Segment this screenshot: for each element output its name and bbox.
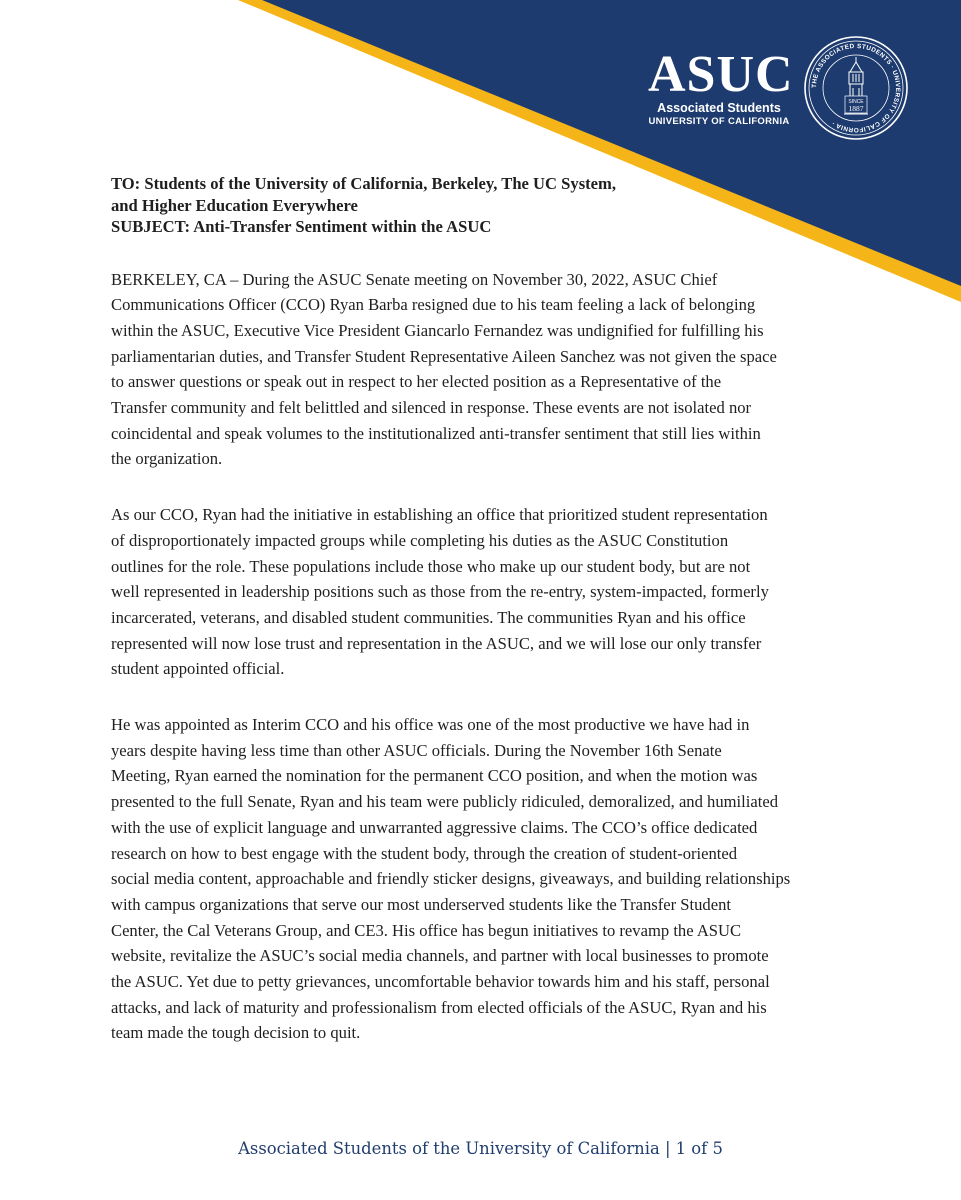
paragraph-line: Communications Officer (CCO) Ryan Barba resigned due to his team feeling a lack of belonging (111, 295, 756, 315)
paragraph-line: social media content, approachable and friendly sticker designs, giveaways, and building relationships (111, 869, 791, 889)
paragraph-line: the ASUC. Yet due to petty grievances, uncomfortable behavior towards him and his staff, personal (111, 972, 770, 992)
paragraph-line: coincidental and speak volumes to the institutionalized anti-transfer sentiment that still lies within (111, 423, 761, 443)
seal-since-year: 1887 (848, 104, 864, 113)
paragraph-line: the organization. (111, 449, 223, 469)
paragraph-line: represented will now lose trust and representation in the ASUC, and we will lose our only transfer (111, 633, 762, 653)
paragraph-line: well represented in leadership positions such as those from the re-entry, system-impacted, formerly (111, 582, 769, 602)
paragraph-line: research on how to best engage with the student body, through the creation of student-oriented (111, 843, 738, 863)
letter-body (111, 173, 856, 1046)
paragraph-line: He was appointed as Interim CCO and his office was one of the most productive we have had in (111, 715, 750, 735)
paragraph-line: Transfer community and felt belittled and silenced in response. These events are not isolated nor (111, 398, 752, 418)
subject-line: SUBJECT: Anti-Transfer Sentiment within the ASUC (111, 217, 492, 236)
paragraph-line: team made the tough decision to quit. (111, 1023, 361, 1043)
paragraph-line: incarcerated, veterans, and disabled student communities. The communities Ryan and his office (111, 607, 746, 627)
asuc-logo (648, 46, 794, 127)
logo-subtitle: Associated Students (657, 101, 781, 115)
paragraph-line: Meeting, Ryan earned the nomination for the permanent CCO position, and when the motion was (111, 766, 758, 786)
paragraph-line: parliamentarian duties, and Transfer Student Representative Aileen Sanchez was not given the space (111, 346, 777, 366)
paragraph-line: outlines for the role. These populations include those who make up our student body, but are not (111, 556, 751, 576)
paragraph-line: website, revitalize the ASUC’s social media channels, and partner with local businesses to promote (111, 946, 769, 966)
paragraph-3 (111, 712, 856, 1046)
paragraph-line: attacks, and lack of maturity and professionalism from elected officials of the ASUC, Ryan and his (111, 997, 767, 1017)
seal-ring-text: THE ASSOCIATED STUDENTS · UNIVERSITY OF CALIFORNIA · (810, 42, 902, 134)
seal-since-label: SINCE (848, 99, 864, 105)
paragraph-line: As our CCO, Ryan had the initiative in establishing an office that prioritized student representation (111, 505, 768, 525)
paragraph-line: with campus organizations that serve our most underserved students like the Transfer Student (111, 894, 732, 914)
paragraph-1 (111, 267, 856, 473)
logo-university: UNIVERSITY OF CALIFORNIA (648, 116, 790, 127)
asuc-seal-icon (804, 36, 908, 140)
paragraph-line: Center, the Cal Veterans Group, and CE3. His office has begun initiatives to revamp the ASUC (111, 920, 742, 940)
logo-wordmark: ASUC (648, 46, 794, 103)
to-line-2: and Higher Education Everywhere (111, 195, 358, 215)
paragraph-line: of disproportionately impacted groups while completing his duties as the ASUC Constitution (111, 530, 729, 550)
page-footer: Associated Students of the University of California | 1 of 5 (238, 1139, 723, 1158)
paragraph-line: presented to the full Senate, Ryan and his team were publicly ridiculed, demoralized, and humiliated (111, 792, 779, 812)
paragraph-line: within the ASUC, Executive Vice President Giancarlo Fernandez was undignified for fulfilling his (111, 320, 764, 340)
paragraph-line: BERKELEY, CA – During the ASUC Senate meeting on November 30, 2022, ASUC Chief (111, 269, 718, 289)
paragraph-line: with the use of explicit language and unwarranted aggressive claims. The CCO’s office dedicated (111, 817, 758, 837)
paragraph-line: years despite having less time than other ASUC officials. During the November 16th Senate (111, 740, 722, 760)
to-line-1: TO: Students of the University of California, Berkeley, The UC System, (111, 174, 617, 193)
paragraph-2 (111, 502, 856, 682)
paragraph-line: student appointed official. (111, 659, 285, 679)
paragraph-line: to answer questions or speak out in respect to her elected position as a Representative of the (111, 372, 722, 392)
